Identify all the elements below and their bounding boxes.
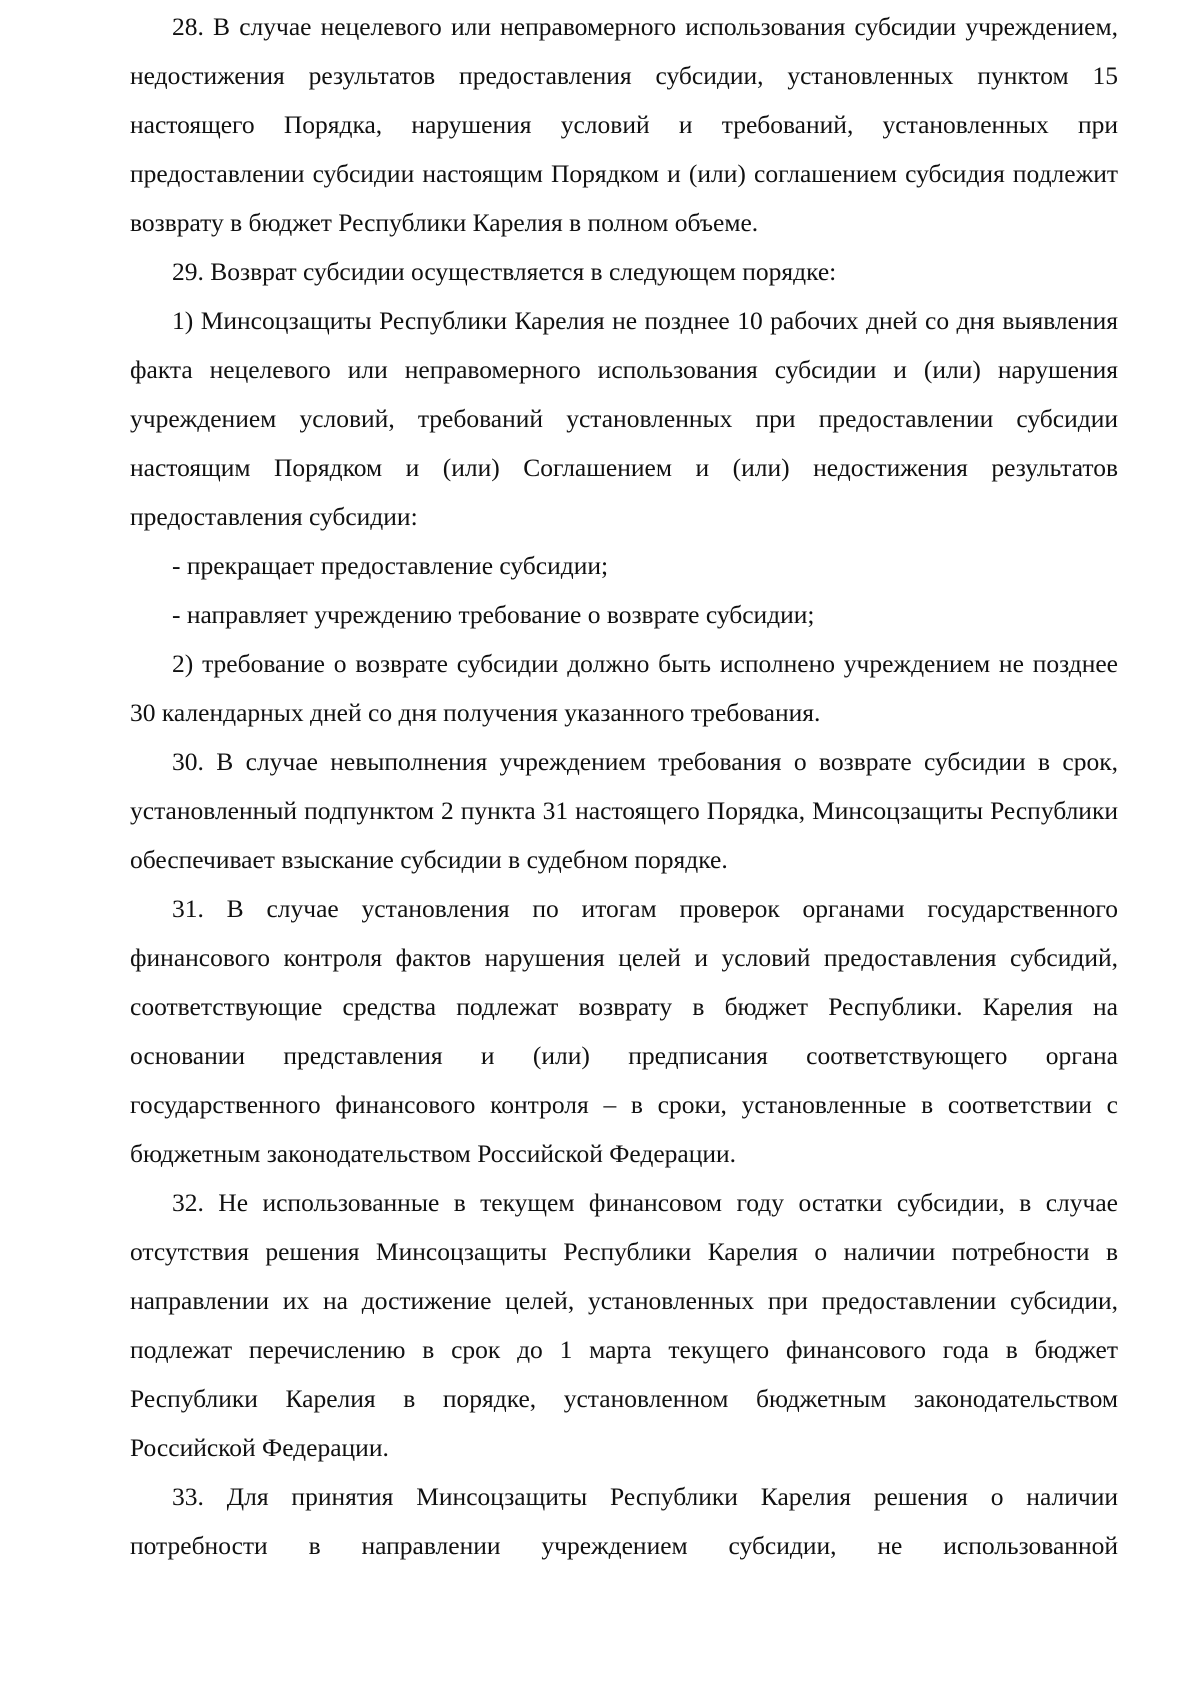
document-page — [130, 2, 1118, 1570]
paragraph-29: 29. Возврат субсидии осуществляется в следующем порядке: — [172, 257, 837, 286]
paragraph-31: 31. В случае установления по итогам проверок органами государственного финансового контроля фактов нарушения целей и условий предоставления субсидий, соответствующие средства подлежат возврату в бюджет Республики. Карелия на основании представления и (или) предписания соответствующего органа государственного финансового контроля – в сроки, установленные в соответствии с бюджетным законодательством Российской Федерации. — [130, 894, 1118, 1168]
paragraph-29-item-2: 2) требование о возврате субсидии должно быть исполнено учреждением не позднее 30 календарных дней со дня получения указанного требования. — [130, 649, 1118, 727]
paragraph-29-item-1-dash-2: - направляет учреждению требование о возврате субсидии; — [172, 600, 815, 629]
paragraph-28: 28. В случае нецелевого или неправомерного использования субсидии учреждением, недостижения результатов предоставления субсидии, установленных пунктом 15 настоящего Порядка, нарушения условий и требований, установленных при предоставлении субсидии настоящим Порядком и (или) соглашением субсидия подлежит возврату в бюджет Республики Карелия в полном объеме. — [130, 12, 1118, 237]
paragraph-33: 33. Для принятия Минсоцзащиты Республики Карелия решения о наличии потребности в направлении учреждением субсидии, не использованной — [130, 1482, 1118, 1560]
paragraph-30: 30. В случае невыполнения учреждением требования о возврате субсидии в срок, установленный подпунктом 2 пункта 31 настоящего Порядка, Минсоцзащиты Республики обеспечивает взыскание субсидии в судебном порядке. — [130, 747, 1118, 874]
paragraph-29-item-1-dash-1: - прекращает предоставление субсидии; — [172, 551, 609, 580]
paragraph-29-item-1: 1) Минсоцзащиты Республики Карелия не позднее 10 рабочих дней со дня выявления факта нецелевого или неправомерного использования субсидии и (или) нарушения учреждением условий, требований установленных при предоставлении субсидии настоящим Порядком и (или) Соглашением и (или) недостижения результатов предоставления субсидии: — [130, 306, 1118, 531]
paragraph-32: 32. Не использованные в текущем финансовом году остатки субсидии, в случае отсутствия решения Минсоцзащиты Республики Карелия о наличии потребности в направлении их на достижение целей, установленных при предоставлении субсидии, подлежат перечислению в срок до 1 марта текущего финансового года в бюджет Республики Карелия в порядке, установленном бюджетным законодательством Российской Федерации. — [130, 1188, 1118, 1462]
